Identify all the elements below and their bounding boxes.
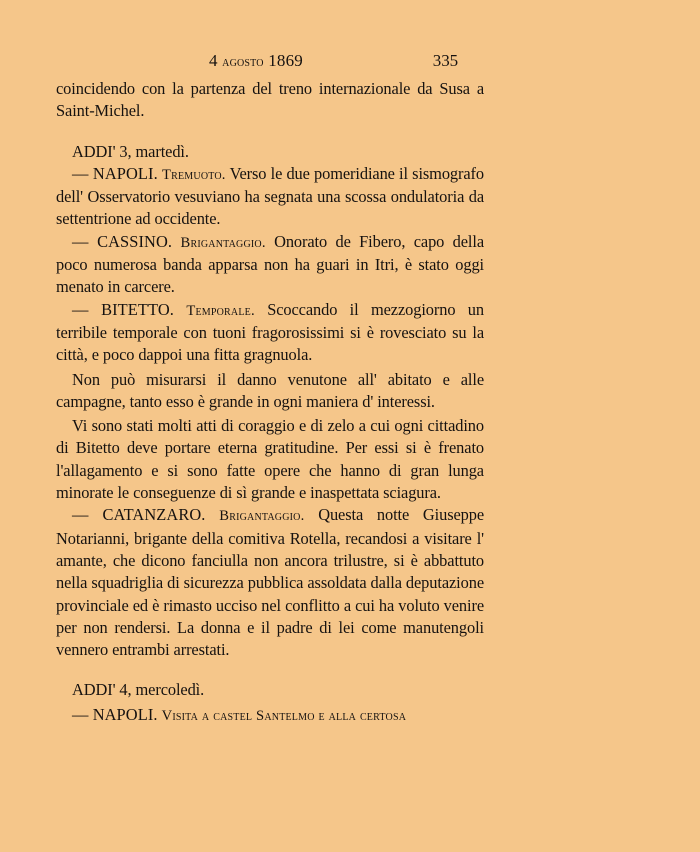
document-page xyxy=(56,48,484,727)
day-heading-4: ADDI' 4, mercoledì. xyxy=(72,680,205,700)
day-heading-3: ADDI' 3, martedì. xyxy=(72,141,189,161)
entry-napoli-santelmo xyxy=(56,704,484,727)
entry-city: — BITETTO. xyxy=(72,299,174,319)
entry-city: — CASSINO. xyxy=(72,231,173,251)
header-month: agosto xyxy=(222,55,264,70)
entry-catanzaro xyxy=(56,504,484,661)
entry-city: — NAPOLI. xyxy=(72,163,158,183)
bitetto-courage-paragraph: Vi sono stati molti atti di coraggio e di zelo a cui ogni cittadino di Bitetto deve portare eterna gratitudine. Per essi si è frenato l'allagamento e si sono fatte opere che hanno di gran lunga minorate le conseguenze di sì grande e inaspettata sciagura. xyxy=(56,416,484,503)
entry-text: Verso le due pomeridiane il sismografo dell' Osservatorio vesuviano ha segnata una scossa ondulatoria da settentrione ad occidente. xyxy=(56,163,484,229)
header-year: 1869 xyxy=(268,51,303,70)
entry-text: Scoccando il mezzogiorno un terribile temporale con tuoni fragorosissimi si è rovesciato su la città, e poco dappoi una fitta gragnuola. xyxy=(56,299,485,365)
entry-text: Questa notte Giuseppe Notarianni, brigante della comitiva Rotella, recandosi a visitare l' amante, che dicono fanciulla non ancora trilustre, si è abbattuto nella squadriglia di sicurezza pubblica assoldata dalla deputazione provinciale ed è rimasto ucciso nel conflitto a cui ha voluto venire per non rendersi. La donna e il padre di lei come manutengoli vennero entrambi arrestati. xyxy=(56,505,485,660)
continuation-paragraph: coincidendo con la partenza del treno internazionale da Susa a Saint-Michel. xyxy=(56,79,484,121)
entry-text: Onorato de Fibero, capo della poco numerosa banda apparsa non ha guari in Itri, è stato oggi menato in carcere. xyxy=(56,231,485,297)
running-header xyxy=(56,48,484,78)
entry-topic: Visita a castel Santelmo e alla certosa xyxy=(161,707,407,724)
entry-bitetto xyxy=(56,299,484,367)
entry-topic: Brigantaggio. xyxy=(180,234,266,251)
entry-topic: Temporale. xyxy=(186,302,255,319)
entry-topic: Tremuoto. xyxy=(162,166,226,183)
entry-napoli xyxy=(56,163,484,231)
header-day: 4 xyxy=(209,51,218,70)
entry-city: — CATANZARO. xyxy=(72,505,206,525)
entry-topic: Brigantaggio. xyxy=(219,508,305,525)
entry-city: — NAPOLI. xyxy=(72,704,158,724)
bitetto-damage-paragraph: Non può misurarsi il danno venutone all' abitato e alle campagne, tanto esso è grande in ogni maniera d' interessi. xyxy=(56,369,484,411)
page-number: 335 xyxy=(432,51,458,70)
entry-cassino xyxy=(56,231,484,299)
header-date xyxy=(209,50,303,74)
